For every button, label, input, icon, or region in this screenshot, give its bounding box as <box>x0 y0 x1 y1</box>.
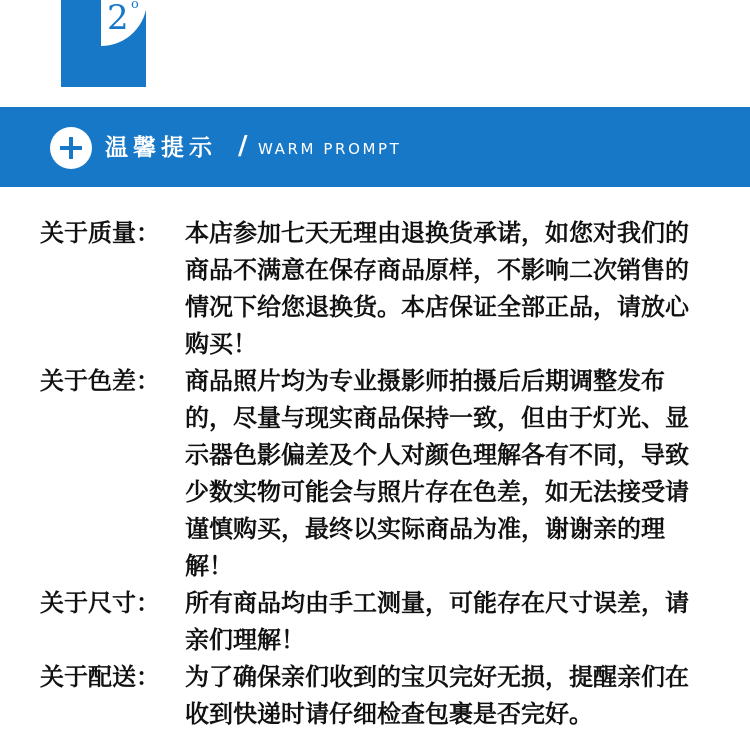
badge-superscript: o <box>131 0 139 12</box>
notice-label: 关于尺寸： <box>40 589 160 617</box>
notice-list <box>40 215 720 733</box>
notice-text: 本店参加七天无理由退换货承诺，如您对我们的商品不满意在保存商品原样，不影响二次销售的情况下给您退换货。本店保证全部正品，请放心购买！ <box>185 219 689 358</box>
badge-number: 2 <box>107 0 129 38</box>
notice-label: 关于质量： <box>40 219 160 247</box>
notice-size <box>40 585 720 659</box>
tips-banner <box>0 107 750 187</box>
notice-quality <box>40 215 720 363</box>
banner-title: 温馨提示 <box>105 135 217 161</box>
notice-text: 商品照片均为专业摄影师拍摄后后期调整发布的，尽量与现实商品保持一致，但由于灯光、显示器色影偏差及个人对颜色理解各有不同，导致少数实物可能会与照片存在色差，如无法接受请谨慎购买，最终以实际商品为准，谢谢亲的理解！ <box>185 367 689 580</box>
notice-label: 关于色差： <box>40 367 160 395</box>
section-number-badge <box>61 0 146 87</box>
badge-number-mark <box>101 0 147 46</box>
notice-text: 所有商品均由手工测量，可能存在尺寸误差，请亲们理解！ <box>185 589 689 654</box>
banner-slash: / <box>238 131 248 161</box>
banner-subtitle: WARM PROMPT <box>258 140 402 158</box>
notice-label: 关于配送： <box>40 663 160 691</box>
plus-icon <box>50 127 92 169</box>
notice-delivery <box>40 659 720 733</box>
notice-color <box>40 363 720 585</box>
notice-text: 为了确保亲们收到的宝贝完好无损，提醒亲们在收到快递时请仔细检查包裹是否完好。 <box>185 663 689 728</box>
